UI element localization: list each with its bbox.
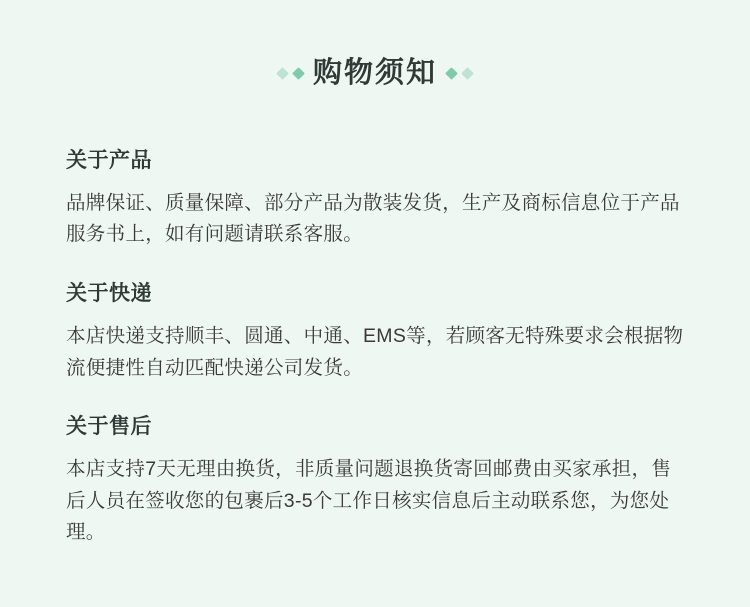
diamond-light-icon bbox=[461, 68, 474, 81]
section-shipping bbox=[66, 277, 684, 384]
section-product bbox=[66, 144, 684, 251]
section-heading: 关于售后 bbox=[66, 415, 152, 439]
section-body: 本店快递支持顺丰、圆通、中通、EMS等，若顾客无特殊要求会根据物流便捷性自动匹配快递公司发货。 bbox=[66, 325, 684, 379]
page-title: 购物须知 bbox=[312, 57, 437, 90]
section-body: 品牌保证、质量保障、部分产品为散装发货，生产及商标信息位于产品服务书上，如有问题请联系客服。 bbox=[66, 191, 680, 246]
title-decoration-left bbox=[278, 69, 303, 78]
page-title-row bbox=[0, 0, 750, 108]
section-after-sales bbox=[66, 410, 684, 549]
section-heading: 关于产品 bbox=[66, 148, 152, 172]
diamond-dark-icon bbox=[292, 68, 305, 81]
notice-content bbox=[0, 144, 750, 549]
section-heading: 关于快递 bbox=[66, 282, 152, 305]
diamond-light-icon bbox=[276, 68, 289, 81]
diamond-dark-icon bbox=[445, 68, 458, 81]
section-body: 本店支持7天无理由换货，非质量问题退换货寄回邮费由买家承担，售后人员在签收您的包裹后3-5个工作日核实信息后主动联系您，为您处理。 bbox=[66, 458, 672, 544]
title-decoration-right bbox=[447, 69, 472, 78]
